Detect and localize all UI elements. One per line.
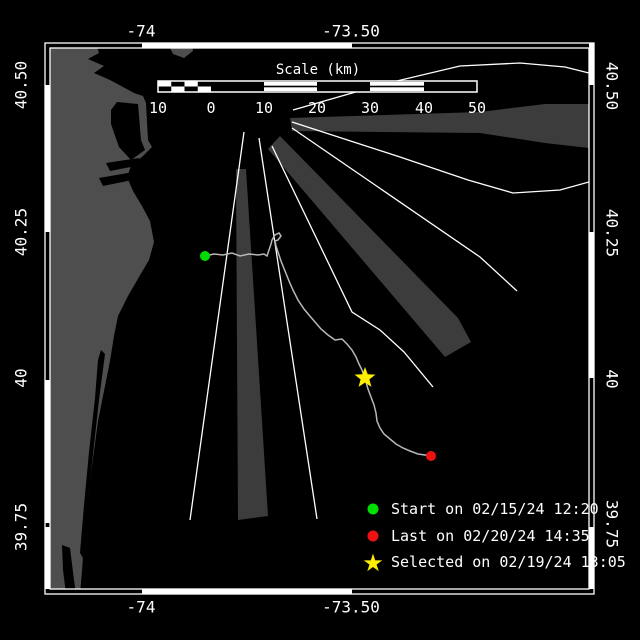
axis-label-bottom-lon-1: -74 (126, 597, 156, 617)
axis-label-right-lat-4: 39.75 (602, 499, 622, 549)
axis-label-top-lon-2: -73.50 (322, 21, 380, 41)
axis-label-left-lat-3: 40 (11, 368, 31, 388)
legend-last-label: Last on 02/20/24 14:35 (391, 527, 590, 545)
axis-label-bottom-lon-2: -73.50 (322, 597, 380, 617)
axis-label-left-lat-4: 39.75 (11, 502, 31, 552)
axis-label-right-lat-2: 40.25 (602, 208, 622, 258)
scale-tick-label: 20 (307, 99, 327, 117)
axis-label-left-lat-2: 40.25 (11, 207, 31, 257)
scale-tick-label: 30 (360, 99, 380, 117)
legend-selected-label: Selected on 02/19/24 13:05 (391, 553, 626, 571)
scale-tick-label: 50 (467, 99, 487, 117)
axis-label-left-lat-1: 40.50 (11, 60, 31, 110)
axis-label-top-lon-1: -74 (126, 21, 156, 41)
scale-tick-label: 0 (206, 99, 216, 117)
scale-tick-label: 10 (148, 99, 168, 117)
scale-tick-label: 40 (414, 99, 434, 117)
axis-label-right-lat-3: 40 (602, 369, 622, 389)
scale-tick-label: 10 (254, 99, 274, 117)
axis-label-right-lat-1: 40.50 (602, 61, 622, 111)
scale-bar-title: Scale (km) (275, 62, 361, 78)
legend-start-label: Start on 02/15/24 12:20 (391, 500, 599, 518)
